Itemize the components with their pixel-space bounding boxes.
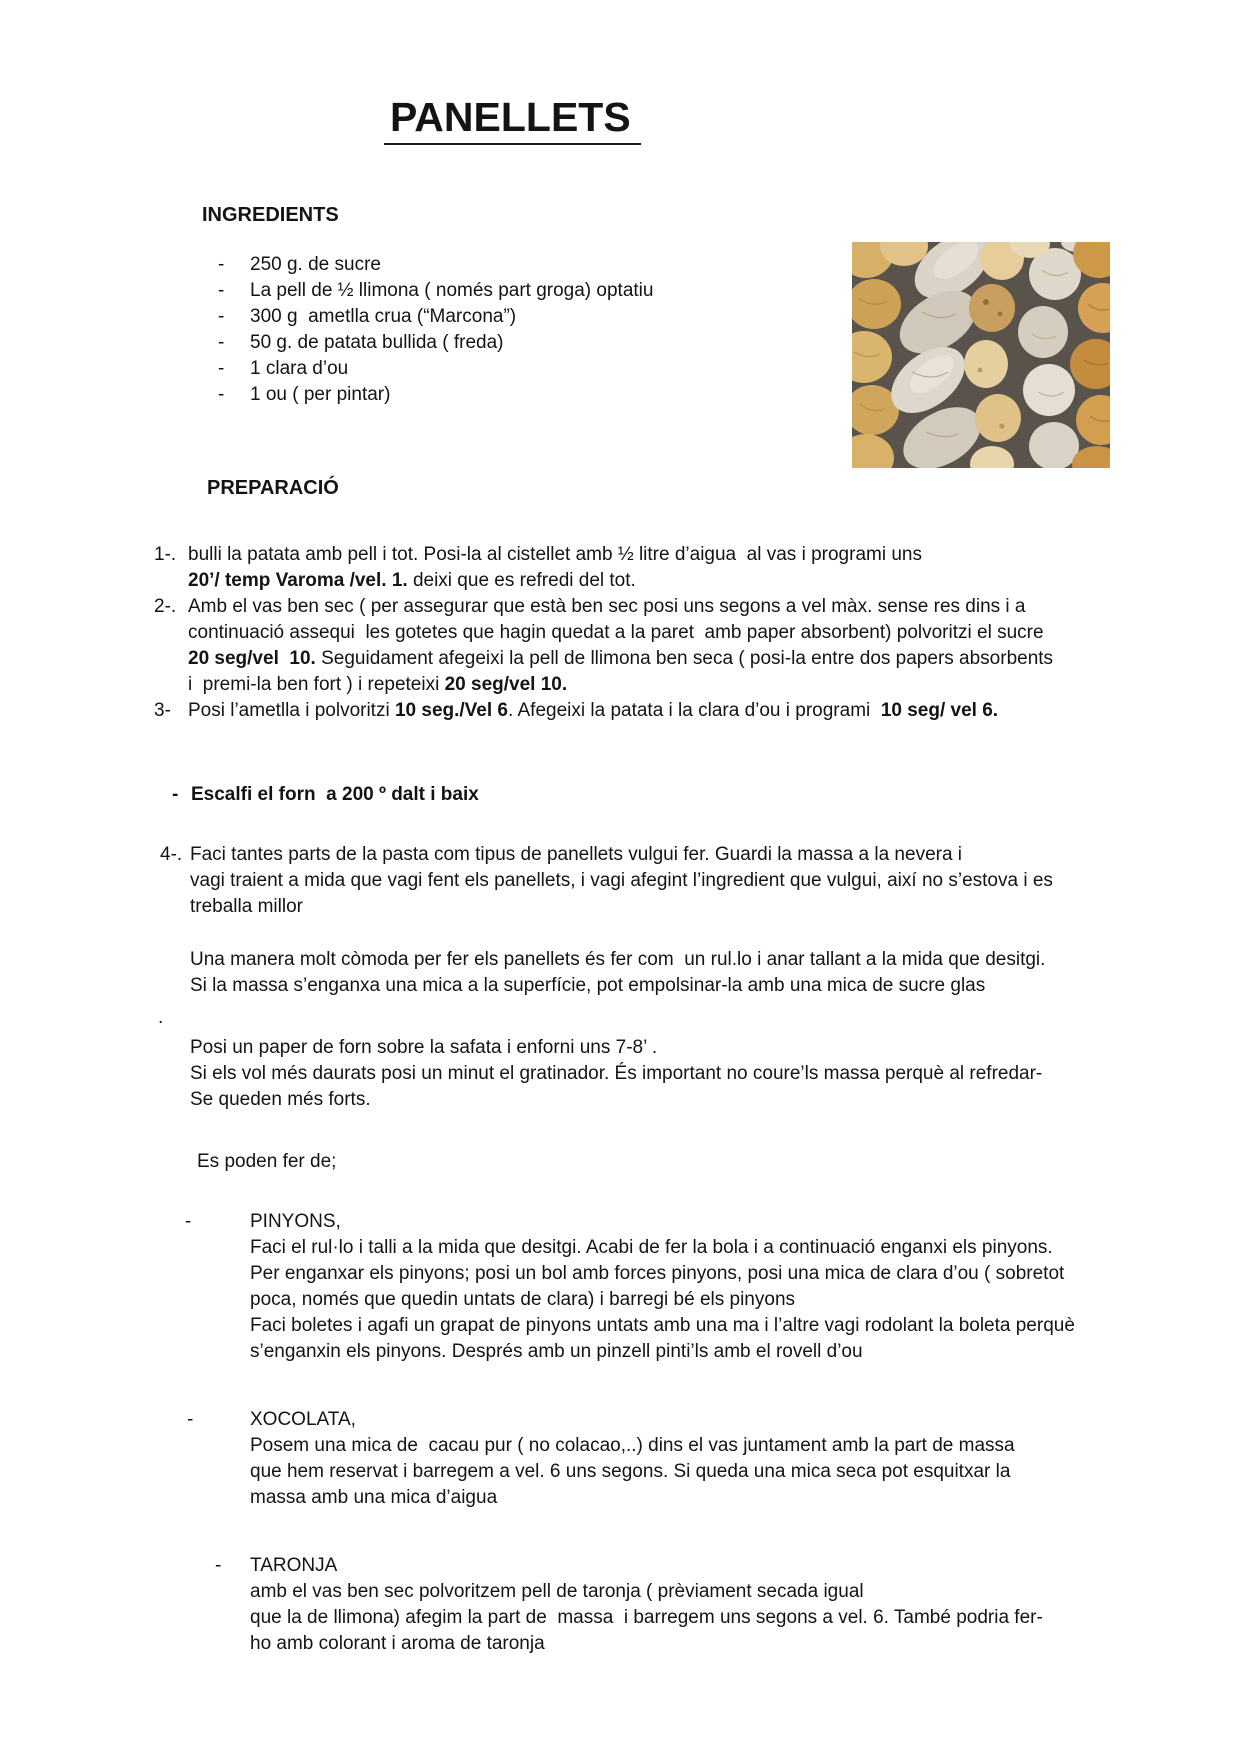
text-segment: Posi un paper de forn sobre la safata i enforni uns 7-8’ . (190, 1037, 658, 1058)
text-line (190, 973, 1240, 999)
preparation-steps (0, 542, 1240, 724)
page-title: PANELLETS (384, 94, 641, 145)
preparation-heading: PREPARACIÓ (207, 477, 339, 499)
step-number: 1-. (154, 544, 177, 565)
variety-body (250, 1433, 1240, 1511)
ingredients-heading: INGREDIENTS (202, 204, 339, 226)
text-line (188, 698, 1240, 724)
text-segment: Se queden més forts. (190, 1089, 371, 1110)
ingredient-text: 250 g. de sucre (250, 254, 381, 275)
variety-xocolata (187, 1407, 1240, 1511)
text-line (188, 646, 1240, 672)
variety-header (185, 1209, 1240, 1235)
variety-name: TARONJA (250, 1555, 338, 1576)
step-3 (154, 698, 1240, 724)
bullet-dash: - (218, 332, 225, 353)
text-line (190, 894, 1240, 920)
step-4 (160, 842, 1240, 920)
text-segment: bulli la patata amb pell i tot. Posi-la al cistellet amb ½ litre d’aigua al vas i programi uns (188, 544, 922, 565)
variety-header (187, 1407, 1240, 1433)
ingredient-text: 300 g ametlla crua (“Marcona”) (250, 306, 517, 327)
ingredient-text: 1 ou ( per pintar) (250, 384, 391, 405)
text-line (188, 542, 1240, 568)
text-line (190, 1035, 1240, 1061)
text-segment: s’enganxin els pinyons. Després amb un pinzell pinti’ls amb el rovell d’ou (250, 1341, 863, 1362)
text-segment: Una manera molt còmoda per fer els panellets és fer com un rul.lo i anar tallant a la mida que desitgi. (190, 949, 1046, 970)
text-segment: continuació assequi les gotetes que hagin quedat a la paret amb paper absorbent) polvoritzi el sucre (188, 622, 1044, 643)
ingredient-text: 50 g. de patata bullida ( freda) (250, 332, 504, 353)
varieties-intro: Es poden fer de; (197, 1151, 337, 1172)
ingredient-text: 1 clara d’ou (250, 358, 349, 379)
bullet-dash: - (185, 1211, 192, 1232)
text-line (190, 842, 1240, 868)
text-line (250, 1261, 1240, 1287)
text-segment: poca, només que quedin untats de clara) i barregi bé els pinyons (250, 1289, 796, 1310)
text-segment: deixi que es refredi del tot. (407, 570, 636, 591)
text-segment: vagi traient a mida que vagi fent els panellets, i vagi afegint l’ingredient que vulgui, així no s’estova i es (190, 870, 1053, 891)
oven-note (172, 782, 1240, 808)
variety-name: PINYONS, (250, 1211, 341, 1232)
panellets-photo (852, 242, 1110, 468)
text-segment: massa amb una mica d’aigua (250, 1487, 498, 1508)
variety-body (250, 1235, 1240, 1365)
text-line (188, 620, 1240, 646)
step-number: 2-. (154, 596, 177, 617)
text-segment: Si la massa s’enganxa una mica a la superfície, pot empolsinar-la amb una mica de sucre glas (190, 975, 986, 996)
text-line (250, 1287, 1240, 1313)
bullet-dash: - (218, 306, 225, 327)
variety-body (250, 1579, 1240, 1657)
text-line (190, 1061, 1240, 1087)
text-line (250, 1485, 1240, 1511)
bullet-dash: - (218, 358, 225, 379)
bullet-dash: - (218, 280, 225, 301)
text-segment: Seguidament afegeixi la pell de llimona ben seca ( posi-la entre dos papers absorbents (315, 648, 1054, 669)
text-line (188, 672, 1240, 698)
bullet-dash: - (218, 254, 225, 275)
text-segment: Per enganxar els pinyons; posi un bol amb forces pinyons, posi una mica de clara d’ou ( sobretot (250, 1263, 1065, 1284)
shaping-tips (190, 947, 1240, 999)
oven-note-text: Escalfi el forn a 200 º dalt i baix (191, 784, 479, 805)
text-segment: 20 seg/vel 10. (188, 648, 316, 669)
text-line (190, 947, 1240, 973)
text-segment: ho amb colorant i aroma de taronja (250, 1633, 545, 1654)
text-line (250, 1631, 1240, 1657)
text-segment: que la de llimona) afegim la part de massa i barregem uns segons a vel. 6. També podria fer- (250, 1607, 1043, 1628)
ingredient-text: La pell de ½ llimona ( només part groga) optatiu (250, 280, 654, 301)
bullet-dash: - (218, 384, 225, 405)
text-line (190, 1087, 1240, 1113)
variety-name: XOCOLATA, (250, 1409, 356, 1430)
text-segment: 20’/ temp Varoma /vel. 1. (188, 570, 408, 591)
text-segment: treballa millor (190, 896, 303, 917)
text-line (250, 1579, 1240, 1605)
bullet-dash: - (187, 1409, 194, 1430)
text-line (250, 1433, 1240, 1459)
step-number: 4-. (160, 844, 183, 865)
text-line (250, 1339, 1240, 1365)
step-number: 3- (154, 700, 171, 721)
stray-period: . (158, 1007, 164, 1028)
text-segment: Faci boletes i agafi un grapat de pinyons untats amb una ma i l’altre vagi rodolant la boleta perquè (250, 1315, 1075, 1336)
variety-taronja (215, 1553, 1240, 1657)
variety-header (215, 1553, 1240, 1579)
bullet-dash: - (172, 784, 179, 805)
text-line (250, 1235, 1240, 1261)
baking-instructions (190, 1035, 1240, 1113)
variety-pinyons (185, 1209, 1240, 1365)
text-segment: Si els vol més daurats posi un minut el gratinador. És important no coure’ls massa perquè al refredar- (190, 1063, 1043, 1084)
text-line (188, 594, 1240, 620)
text-segment: Faci el rul·lo i talli a la mida que desitgi. Acabi de fer la bola i a continuació enganxi els pinyons. (250, 1237, 1053, 1258)
text-segment: amb el vas ben sec polvoritzem pell de taronja ( prèviament secada igual (250, 1581, 864, 1602)
text-segment: que hem reservat i barregem a vel. 6 uns segons. Si queda una mica seca pot esquitxar la (250, 1461, 1011, 1482)
cookies-illustration (852, 242, 1110, 468)
bullet-dash: - (215, 1555, 222, 1576)
text-segment: . Afegeixi la patata i la clara d’ou i programi (508, 700, 881, 721)
text-segment: Posem una mica de cacau pur ( no colacao,..) dins el vas juntament amb la part de massa (250, 1435, 1015, 1456)
text-line (188, 568, 1240, 594)
text-segment: Amb el vas ben sec ( per assegurar que està ben sec posi uns segons a vel màx. sense res dins i a (188, 596, 1026, 617)
text-segment: i premi-la ben fort ) i repeteixi (188, 674, 445, 695)
step-1 (154, 542, 1240, 594)
step-2 (154, 594, 1240, 698)
text-segment: 10 seg./Vel 6 (394, 700, 508, 721)
text-segment: Faci tantes parts de la pasta com tipus de panellets vulgui fer. Guardi la massa a la nevera i (190, 844, 963, 865)
text-segment: 10 seg/ vel 6. (880, 700, 999, 721)
text-line (250, 1459, 1240, 1485)
text-line (250, 1605, 1240, 1631)
text-line (190, 868, 1240, 894)
text-line (250, 1313, 1240, 1339)
text-segment: Posi l’ametlla i polvoritzi (188, 700, 395, 721)
text-segment: 20 seg/vel 10. (444, 674, 568, 695)
